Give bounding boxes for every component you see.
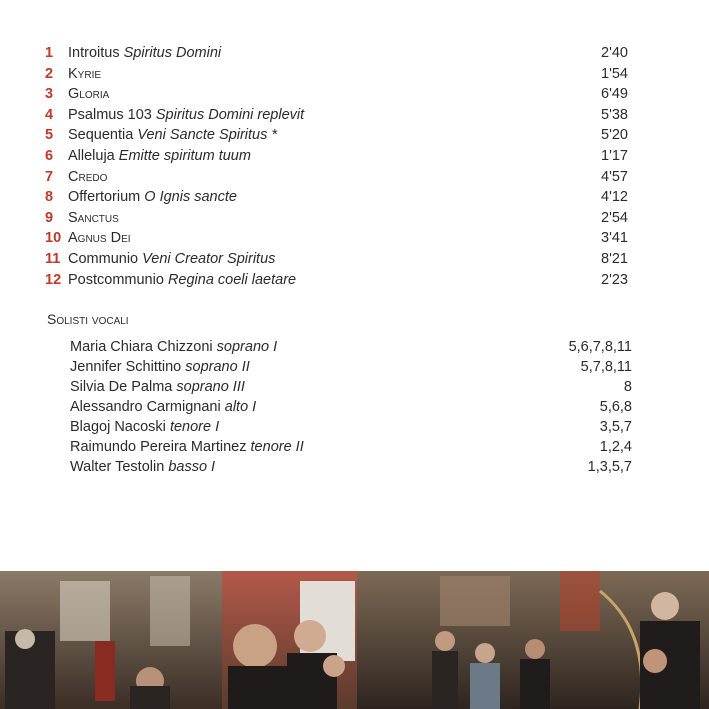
soloist-role: alto I xyxy=(224,399,257,415)
track-title-main: Sequentia xyxy=(68,127,138,144)
soloist-role: tenore II xyxy=(250,439,304,455)
track-title xyxy=(68,146,251,167)
track-duration: 2'54 xyxy=(601,209,628,226)
track-number: 7 xyxy=(45,168,54,185)
soloist-role: soprano III xyxy=(176,379,245,395)
track-title-main: Kyrie xyxy=(68,65,102,82)
track-title xyxy=(68,125,277,146)
track-duration: 2'23 xyxy=(601,271,628,288)
soloists-list xyxy=(70,337,632,477)
track-title-main: Postcommunio xyxy=(68,271,168,288)
soloist-tracks: 1,2,4 xyxy=(599,439,632,455)
track-duration: 5'38 xyxy=(601,106,628,123)
track-row xyxy=(45,64,645,85)
track-row xyxy=(45,43,645,64)
soloist-row xyxy=(70,377,632,397)
photo-collage xyxy=(0,571,709,709)
track-row xyxy=(45,146,645,167)
photo-collage-image xyxy=(0,571,709,709)
track-title-italic: Spiritus Domini xyxy=(123,45,222,61)
track-duration: 4'12 xyxy=(601,189,628,206)
track-title-main: Gloria xyxy=(68,86,110,103)
track-title-italic: Veni Creator Spiritus xyxy=(142,250,276,267)
track-duration: 4'57 xyxy=(601,168,628,185)
track-row xyxy=(45,84,645,105)
track-row xyxy=(45,228,645,249)
track-title-italic: Veni Sancte Spiritus * xyxy=(137,127,278,144)
track-row xyxy=(45,208,645,229)
track-duration: 5'20 xyxy=(601,127,628,144)
track-number: 12 xyxy=(45,271,62,288)
soloist-row xyxy=(70,417,632,437)
track-list xyxy=(45,43,645,290)
track-row xyxy=(45,167,645,188)
soloist-row xyxy=(70,457,632,477)
track-number: 10 xyxy=(45,230,62,247)
track-title xyxy=(68,43,221,64)
track-title-italic: Spiritus Domini replevit xyxy=(155,106,305,123)
soloist-role: soprano I xyxy=(216,339,278,355)
track-title-italic: O Ignis sancte xyxy=(144,189,237,206)
track-number: 5 xyxy=(45,127,54,144)
soloist-row xyxy=(70,357,632,377)
track-title xyxy=(68,228,131,249)
track-title xyxy=(68,249,275,270)
track-duration: 1'54 xyxy=(601,65,628,82)
track-title-main: Sanctus xyxy=(68,209,119,226)
track-title xyxy=(68,105,304,126)
soloist-role: soprano II xyxy=(185,359,250,375)
soloist-name: Jennifer Schittino xyxy=(70,359,186,375)
soloist-tracks: 8 xyxy=(623,379,632,395)
soloist-name: Walter Testolin xyxy=(70,459,169,475)
track-title-main: Communio xyxy=(68,250,143,267)
track-title xyxy=(68,64,101,85)
soloist-tracks: 1,3,5,7 xyxy=(587,459,632,475)
soloist-tracks: 5,7,8,11 xyxy=(580,359,632,375)
track-duration: 8'21 xyxy=(601,250,628,267)
track-row xyxy=(45,187,645,208)
track-duration: 2'40 xyxy=(601,45,628,61)
track-row xyxy=(45,270,645,291)
track-title-italic: Regina coeli laetare xyxy=(167,271,297,288)
track-title xyxy=(68,208,119,229)
track-number: 9 xyxy=(45,209,54,226)
track-title-main: Agnus Dei xyxy=(68,230,131,247)
track-duration: 6'49 xyxy=(601,86,628,103)
track-title xyxy=(68,167,107,188)
track-title-main: Introitus xyxy=(68,45,124,61)
track-duration: 3'41 xyxy=(601,230,628,247)
soloist-name: Maria Chiara Chizzoni xyxy=(70,339,217,355)
track-title-main: Credo xyxy=(68,168,108,185)
soloist-tracks: 5,6,7,8,11 xyxy=(568,339,632,355)
track-number: 1 xyxy=(45,45,54,61)
track-title xyxy=(68,187,237,208)
soloist-role: basso I xyxy=(168,459,216,475)
track-number: 2 xyxy=(45,65,54,82)
soloist-row xyxy=(70,437,632,457)
track-title-main: Psalmus 103 xyxy=(68,106,156,123)
track-title-main: Offertorium xyxy=(68,189,145,206)
soloist-row xyxy=(70,337,632,357)
soloist-tracks: 5,6,8 xyxy=(599,399,632,415)
soloist-name: Silvia De Palma xyxy=(70,379,177,395)
soloist-tracks: 3,5,7 xyxy=(599,419,632,435)
track-title-main: Alleluja xyxy=(68,147,119,164)
track-number: 4 xyxy=(45,106,54,123)
track-title xyxy=(68,270,296,291)
soloist-name: Alessandro Carmignani xyxy=(70,399,225,415)
track-row xyxy=(45,105,645,126)
track-number: 3 xyxy=(45,86,54,103)
soloist-role: tenore I xyxy=(169,419,220,435)
soloist-name: Raimundo Pereira Martinez xyxy=(70,439,251,455)
track-title-italic: Emitte spiritum tuum xyxy=(118,147,251,164)
track-row xyxy=(45,249,645,270)
track-duration: 1'17 xyxy=(601,147,628,164)
track-number: 11 xyxy=(45,250,61,267)
soloist-name: Blagoj Nacoski xyxy=(70,419,170,435)
track-number: 6 xyxy=(45,147,54,164)
soloist-row xyxy=(70,397,632,417)
track-row xyxy=(45,125,645,146)
track-number: 8 xyxy=(45,189,54,206)
track-title xyxy=(68,84,109,105)
soloists-heading: Solisti vocali xyxy=(47,311,129,327)
